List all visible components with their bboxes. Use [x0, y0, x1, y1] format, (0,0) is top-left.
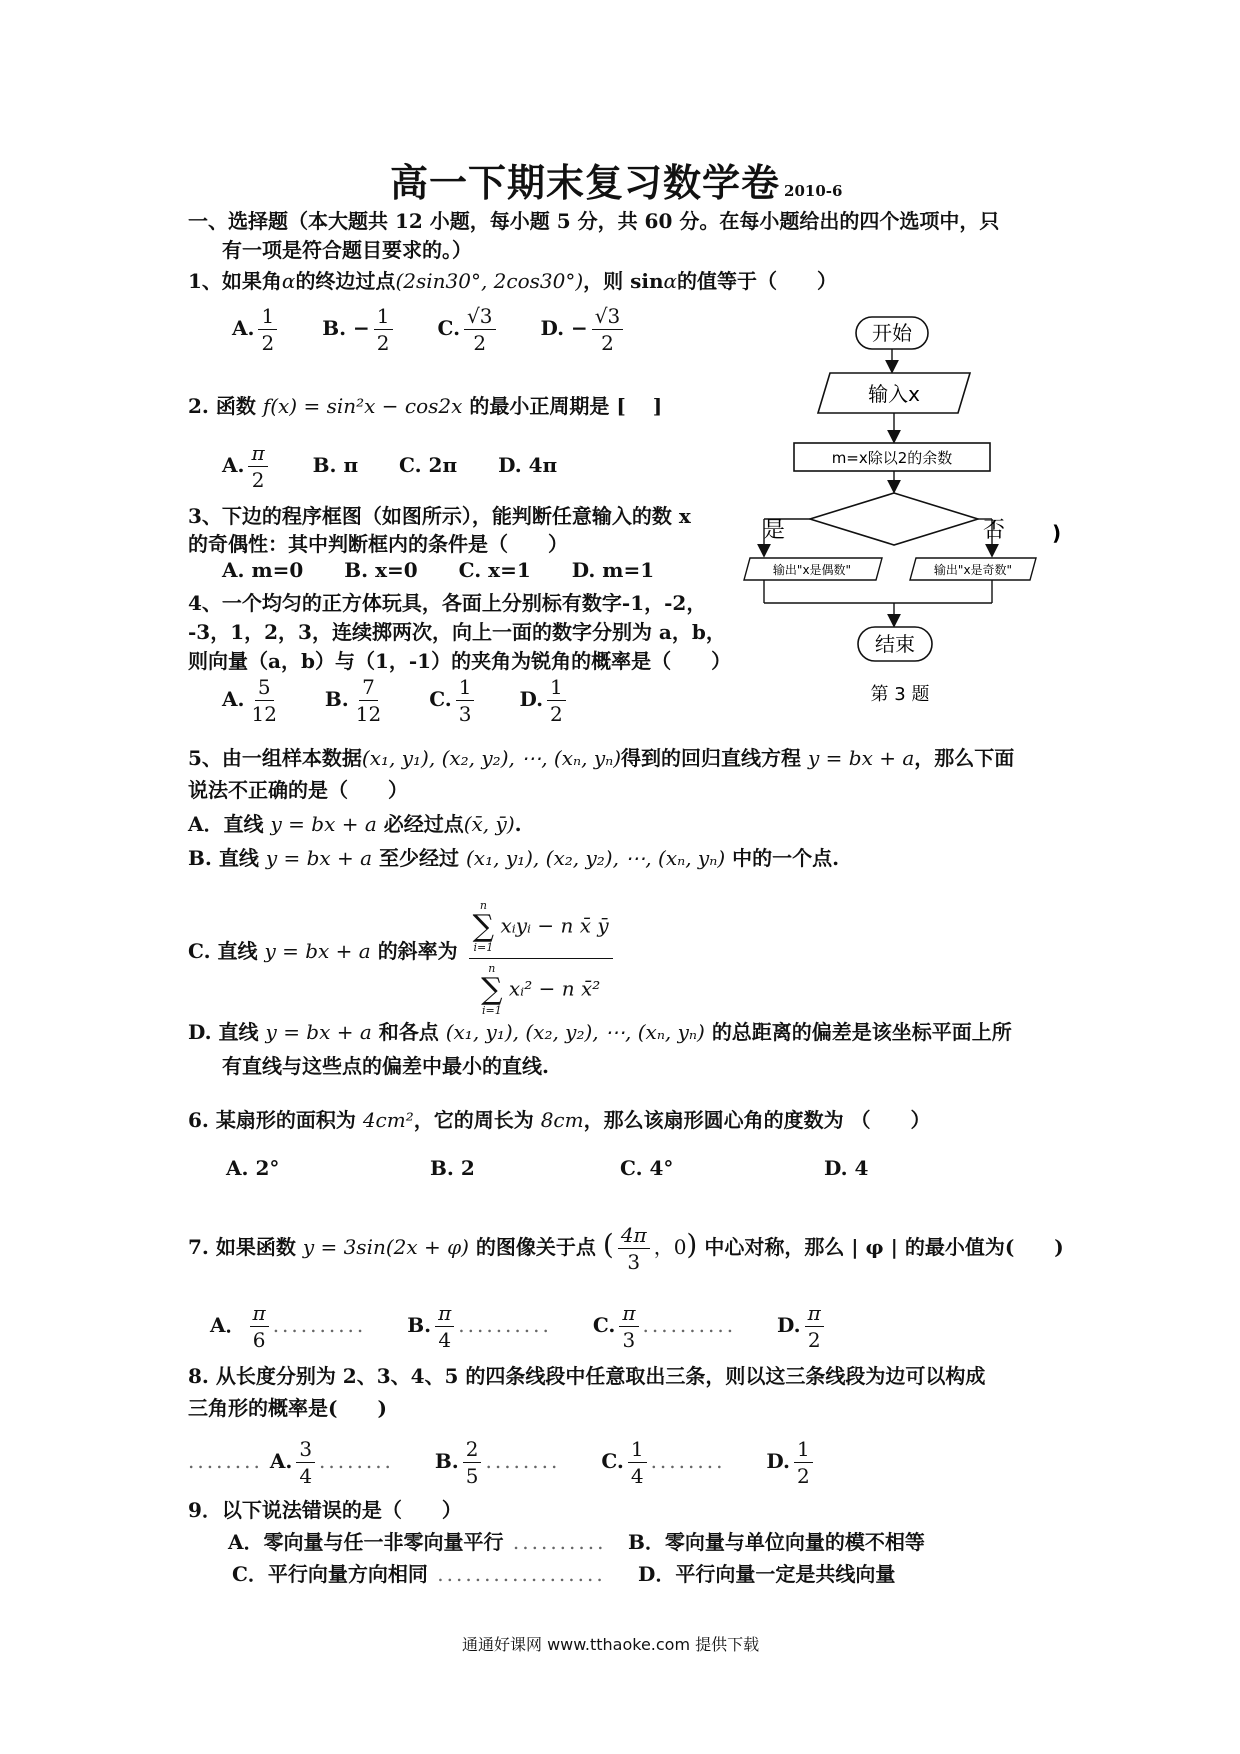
question-8-cont: 三角形的概率是( ) — [188, 1396, 387, 1420]
q5-option-b[interactable]: B. 直线 y = bx + a 至少经过 (x₁, y₁), (x₂, y₂), ⋯, (xₙ, yₙ) 中的一个点. — [188, 846, 840, 870]
q2-option-c[interactable]: C. 2π — [399, 453, 458, 477]
flow-decision-diamond — [810, 493, 978, 545]
q5-option-d[interactable]: D. 直线 y = bx + a 和各点 (x₁, y₁), (x₂, y₂), ⋯, (xₙ, yₙ) 的总距离的偏差是该坐标平面上所 — [188, 1020, 1012, 1044]
q2-option-d[interactable]: D. 4π — [498, 453, 558, 477]
q1-option-c[interactable]: C. $\frac{√3}{2}$ — [438, 303, 500, 356]
q1-option-a[interactable]: A. $\frac{1}{2}$ — [232, 303, 281, 356]
q3-option-c[interactable]: C. x=1 — [458, 558, 531, 582]
question-5: 5、由一组样本数据(x₁, y₁), (x₂, y₂), ⋯, (xₙ, yₙ)得到的回归直线方程 y = bx + a，那么下面 — [188, 746, 1015, 770]
flow-start-label: 开始 — [872, 321, 912, 345]
q4-option-d[interactable]: D. $\frac{1}{2}$ — [519, 674, 569, 727]
q6-option-c[interactable]: C. 4° — [620, 1156, 674, 1180]
flow-input-label: 输入x — [868, 382, 920, 406]
q8-option-a[interactable]: A. $\frac{3}{4}$ ........ — [269, 1437, 394, 1488]
question-6: 6. 某扇形的面积为 4cm²，它的周长为 8cm，那么该扇形圆心角的度数为 （ ） — [188, 1108, 931, 1132]
flow-yes-label: 是 — [762, 518, 786, 543]
q8-option-c[interactable]: C. $\frac{1}{4}$ ........ — [601, 1437, 726, 1488]
q4-option-c[interactable]: C. $\frac{1}{3}$ — [429, 674, 478, 727]
q8-options: ........ A. $\frac{3}{4}$ ........ B. $\frac{2}{5}$ ........ C. $\frac{1}{4}$ ........ D. $\frac{1}{2}$ — [188, 1436, 851, 1489]
page-title-block — [390, 152, 842, 207]
q6-option-b[interactable]: B. 2 — [430, 1156, 475, 1180]
question-2: 2. 函数 f(x) = sin²x − cos2x 的最小正周期是 [ ] — [188, 394, 663, 418]
q3-option-d[interactable]: D. m=1 — [571, 558, 655, 582]
q2-option-a[interactable]: A. $\frac{\pi}{2}$ — [222, 440, 272, 493]
question-5-cont: 说法不正确的是（ ） — [188, 778, 408, 802]
q9-option-c[interactable]: C．平行向量方向相同 .................. — [232, 1562, 606, 1586]
q6-option-d[interactable]: D. 4 — [824, 1156, 869, 1180]
q1-options — [232, 303, 661, 356]
q9-option-b[interactable]: B．零向量与单位向量的模不相等 — [628, 1530, 925, 1554]
q5-option-c[interactable]: C. 直线 y = bx + a 的斜率为 n ∑ i=1 xᵢyᵢ − n x̄ ȳ n ∑ i=1 xᵢ² − n x̄² — [188, 890, 617, 1015]
q4-option-b[interactable]: B. $\frac{7}{12}$ — [324, 675, 382, 726]
q4-option-a[interactable]: A. $\frac{5}{12}$ — [222, 675, 277, 726]
q5-option-d-cont: 有直线与这些点的偏差中最小的直线. — [222, 1054, 549, 1078]
question-3-cont: 的奇偶性：其中判断框内的条件是（ ） — [188, 532, 568, 556]
flow-caption: 第 3 题 — [870, 684, 930, 705]
q1-point: (2sin30°, 2cos30°) — [395, 269, 584, 293]
section-heading-cont: 有一项是符合题目要求的。） — [222, 238, 472, 262]
flow-output-even-label: 输出"x是偶数" — [772, 563, 852, 577]
q5-sample-data: (x₁, y₁), (x₂, y₂), ⋯, (xₙ, yₙ) — [361, 746, 622, 770]
flow-no-label: 否 — [982, 518, 1006, 543]
q5-slope-formula: n ∑ i=1 xᵢyᵢ − n x̄ ȳ n ∑ i=1 xᵢ² − n x̄² — [469, 896, 613, 1021]
section-heading: 一、选择题（本大题共 12 小题，每小题 5 分，共 60 分。在每小题给出的四个选项中，只 — [188, 209, 1000, 233]
q8-option-d[interactable]: D. $\frac{1}{2}$ — [766, 1436, 816, 1489]
q7-option-d[interactable]: D. $\frac{\pi}{2}$ — [777, 1300, 828, 1353]
q2-expression: f(x) = sin²x − cos2x — [262, 394, 463, 418]
question-4-cont2: 则向量（a，b）与（1，-1）的夹角为锐角的概率是（ ） — [188, 649, 732, 673]
q7-options — [210, 1300, 862, 1353]
q2-options — [222, 440, 591, 493]
question-7: 7. 如果函数 y = 3sin(2x + φ) 的图像关于点 ( $\frac{4\pi}{3}$ ，0) 中心对称，那么 | φ | 的最小值为( ) — [188, 1223, 1064, 1274]
q6-option-a[interactable]: A. 2° — [226, 1156, 280, 1180]
question-4-cont: -3，1，2，3，连续掷两次，向上一面的数字分别为 a，b， — [188, 620, 726, 644]
flow-process-label: m=x除以2的余数 — [831, 449, 953, 467]
q7-option-a[interactable]: A． $\frac{\pi}{6}$ .......... — [210, 1301, 367, 1352]
q7-option-c[interactable]: C. $\frac{\pi}{3}$ .......... — [592, 1301, 737, 1352]
q1-option-d[interactable]: D. − $\frac{√3}{2}$ — [540, 303, 627, 356]
q5-option-a[interactable]: A．直线 y = bx + a 必经过点(x̄, ȳ). — [188, 812, 522, 836]
q3-option-a[interactable]: A. m=0 — [222, 558, 304, 582]
q3-option-b[interactable]: B. x=0 — [344, 558, 418, 582]
q9-option-a[interactable]: A．零向量与任一非零向量平行 .......... — [228, 1530, 607, 1554]
q4-options — [222, 674, 604, 727]
exam-date: 2010-6 — [784, 182, 843, 200]
flow-stray-paren: ) — [1052, 521, 1062, 545]
question-1: 1、如果角α的终边过点(2sin30°, 2cos30°)，则 sinα的值等于（ ） — [188, 269, 838, 293]
flowchart-figure — [740, 305, 1080, 715]
q3-options — [222, 558, 688, 582]
question-8: 8. 从长度分别为 2、3、4、5 的四条线段中任意取出三条，则以这三条线段为边可以构成 — [188, 1364, 986, 1388]
q9-option-d[interactable]: D．平行向量一定是共线向量 — [638, 1562, 896, 1586]
q1-option-b[interactable]: B. − $\frac{1}{2}$ — [322, 303, 396, 356]
page-title: 高一下期末复习数学卷 — [390, 160, 781, 205]
footer-source: 通通好课网 www.tthaoke.com 提供下载 — [462, 1635, 760, 1654]
flow-output-odd-label: 输出"x是奇数" — [933, 563, 1013, 577]
q2-option-b[interactable]: B. π — [312, 453, 359, 477]
question-3: 3、下边的程序框图（如图所示），能判断任意输入的数 x — [188, 504, 691, 528]
question-9: 9．以下说法错误的是（ ） — [188, 1498, 462, 1522]
q7-option-b[interactable]: B. $\frac{\pi}{4}$ .......... — [407, 1301, 552, 1352]
question-4: 4、一个均匀的正方体玩具，各面上分别标有数字-1，-2， — [188, 591, 707, 615]
flow-end-label: 结束 — [875, 632, 915, 656]
q8-option-b[interactable]: B. $\frac{2}{5}$ ........ — [434, 1437, 561, 1488]
